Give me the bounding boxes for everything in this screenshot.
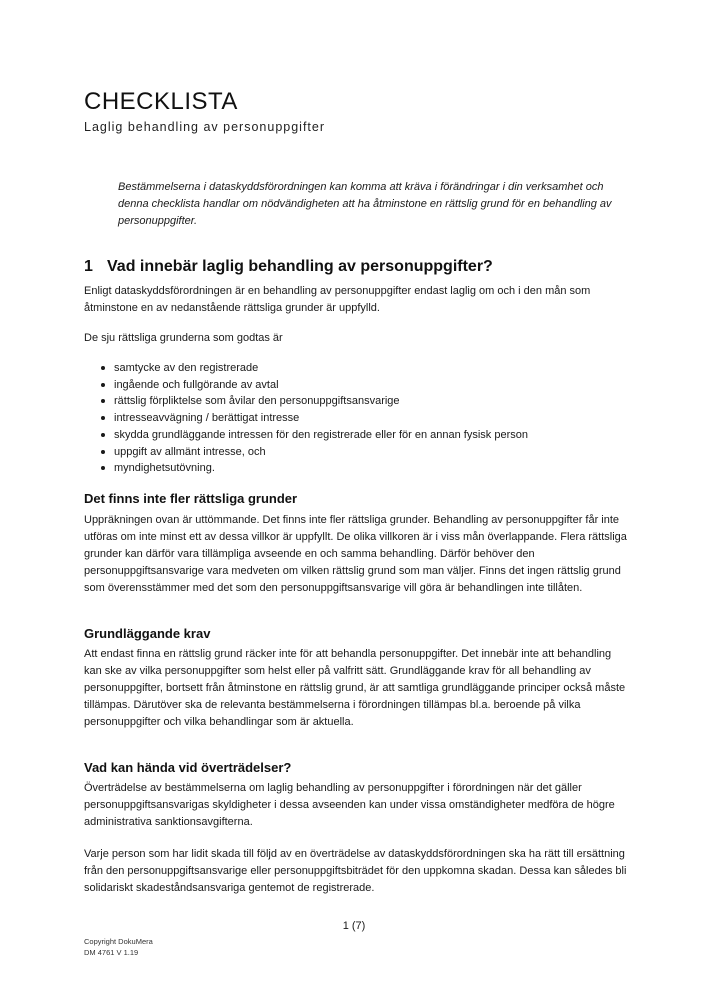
bullet-icon bbox=[101, 466, 105, 470]
paragraph-violations-2: Varje person som har lidit skada till följd av en överträdelse av dataskyddsförordningen ska ha rätt till ersättning från den personuppgiftsansvarige eller personuppgiftsbiträdet för den uppkomna skadan. Dessa kan således bli solidariskt skadeståndsansvariga gentemot de registrerade. bbox=[84, 848, 627, 894]
section-paragraph-2: De sju rättsliga grunderna som godtas är bbox=[84, 332, 283, 344]
list-item: skydda grundläggande intressen för den registrerade eller för en annan fysisk person bbox=[84, 427, 624, 444]
subheading-basic-requirements: Grundläggande krav bbox=[84, 626, 211, 641]
bullet-icon bbox=[101, 416, 105, 420]
document-subtitle: Laglig behandling av personuppgifter bbox=[84, 120, 326, 134]
subheading-violations: Vad kan hända vid överträdelser? bbox=[84, 760, 292, 775]
section-heading bbox=[84, 258, 493, 276]
list-item: ingående och fullgörande av avtal bbox=[84, 377, 624, 394]
list-item: rättslig förpliktelse som åvilar den personuppgiftsansvarige bbox=[84, 393, 624, 410]
list-item: samtycke av den registrerade bbox=[84, 360, 624, 377]
list-item: myndighetsutövning. bbox=[84, 460, 624, 477]
bullet-icon bbox=[101, 366, 105, 370]
section-paragraph-1: Enligt dataskyddsförordningen är en behandling av personuppgifter endast laglig om och i den mån som åtminstone en av nedanstående rättsliga grunder är uppfylld. bbox=[84, 285, 591, 314]
list-item: intresseavvägning / berättigat intresse bbox=[84, 410, 624, 427]
page-number: 1 (7) bbox=[342, 920, 366, 932]
footer-copyright: Copyright DokuMera bbox=[84, 937, 153, 946]
document-title: CHECKLISTA bbox=[84, 88, 238, 115]
paragraph-basic-requirements: Att endast finna en rättslig grund räcker inte för att behandla personuppgifter. Det innebär inte att behandling kan ske av vilka personuppgifter som helst eller på valfritt sätt. Grundläggande krav för all behandling av personuppgifter, bortsett från åtminstone en rättslig grund, är att samtliga grundläggande principer också måste tillämpas. Därutöver ska de relevanta bestämmelserna i förordningen tillämpas bl.a. beroende på vilka personuppgifter och vilka behandlingar som är aktuella. bbox=[84, 648, 626, 728]
footer bbox=[84, 936, 153, 958]
bullet-icon bbox=[101, 399, 105, 403]
bullet-icon bbox=[101, 383, 105, 387]
paragraph-no-more-grounds: Uppräkningen ovan är uttömmande. Det finns inte fler rättsliga grunder. Behandling av personuppgifter får inte utföras om inte minst ett av dessa villkor är uppfyllt. De olika villkoren är i viss mån överlappande. Flera rättsliga grunder kan därför vara tillämpliga avseende en och samma behandling. Därför behöver den personuppgiftsansvarige vara medveten om vilken rättslig grund som man väljer. Finns det ingen rättslig grund som överensstämmer med det som den personuppgiftsansvarige vill göra är behandlingen inte tillåten. bbox=[84, 514, 627, 594]
intro-paragraph: Bestämmelserna i dataskyddsförordningen kan komma att kräva i förändringar i din verksamhet och denna checklista handlar om nödvändigheten att ha åtminstone en rättslig grund för en behandling av personuppgifter. bbox=[118, 181, 612, 227]
bullet-icon bbox=[101, 433, 105, 437]
paragraph-violations-1: Överträdelse av bestämmelserna om laglig behandling av personuppgifter i förordningen när det gäller personuppgiftsansvarigas skyldigheter i dessa avseenden kan under vissa omständigheter medföra de högre administrativa sanktionsavgifterna. bbox=[84, 782, 615, 828]
footer-doc-id: DM 4761 V 1.19 bbox=[84, 948, 139, 957]
legal-grounds-list bbox=[84, 360, 624, 477]
section-number: 1 bbox=[84, 258, 93, 275]
subheading-no-more-grounds: Det finns inte fler rättsliga grunder bbox=[84, 491, 298, 506]
document-page bbox=[84, 0, 644, 1000]
bullet-icon bbox=[101, 450, 105, 454]
list-item: uppgift av allmänt intresse, och bbox=[84, 444, 624, 461]
section-heading-text: Vad innebär laglig behandling av personuppgifter? bbox=[107, 258, 493, 275]
